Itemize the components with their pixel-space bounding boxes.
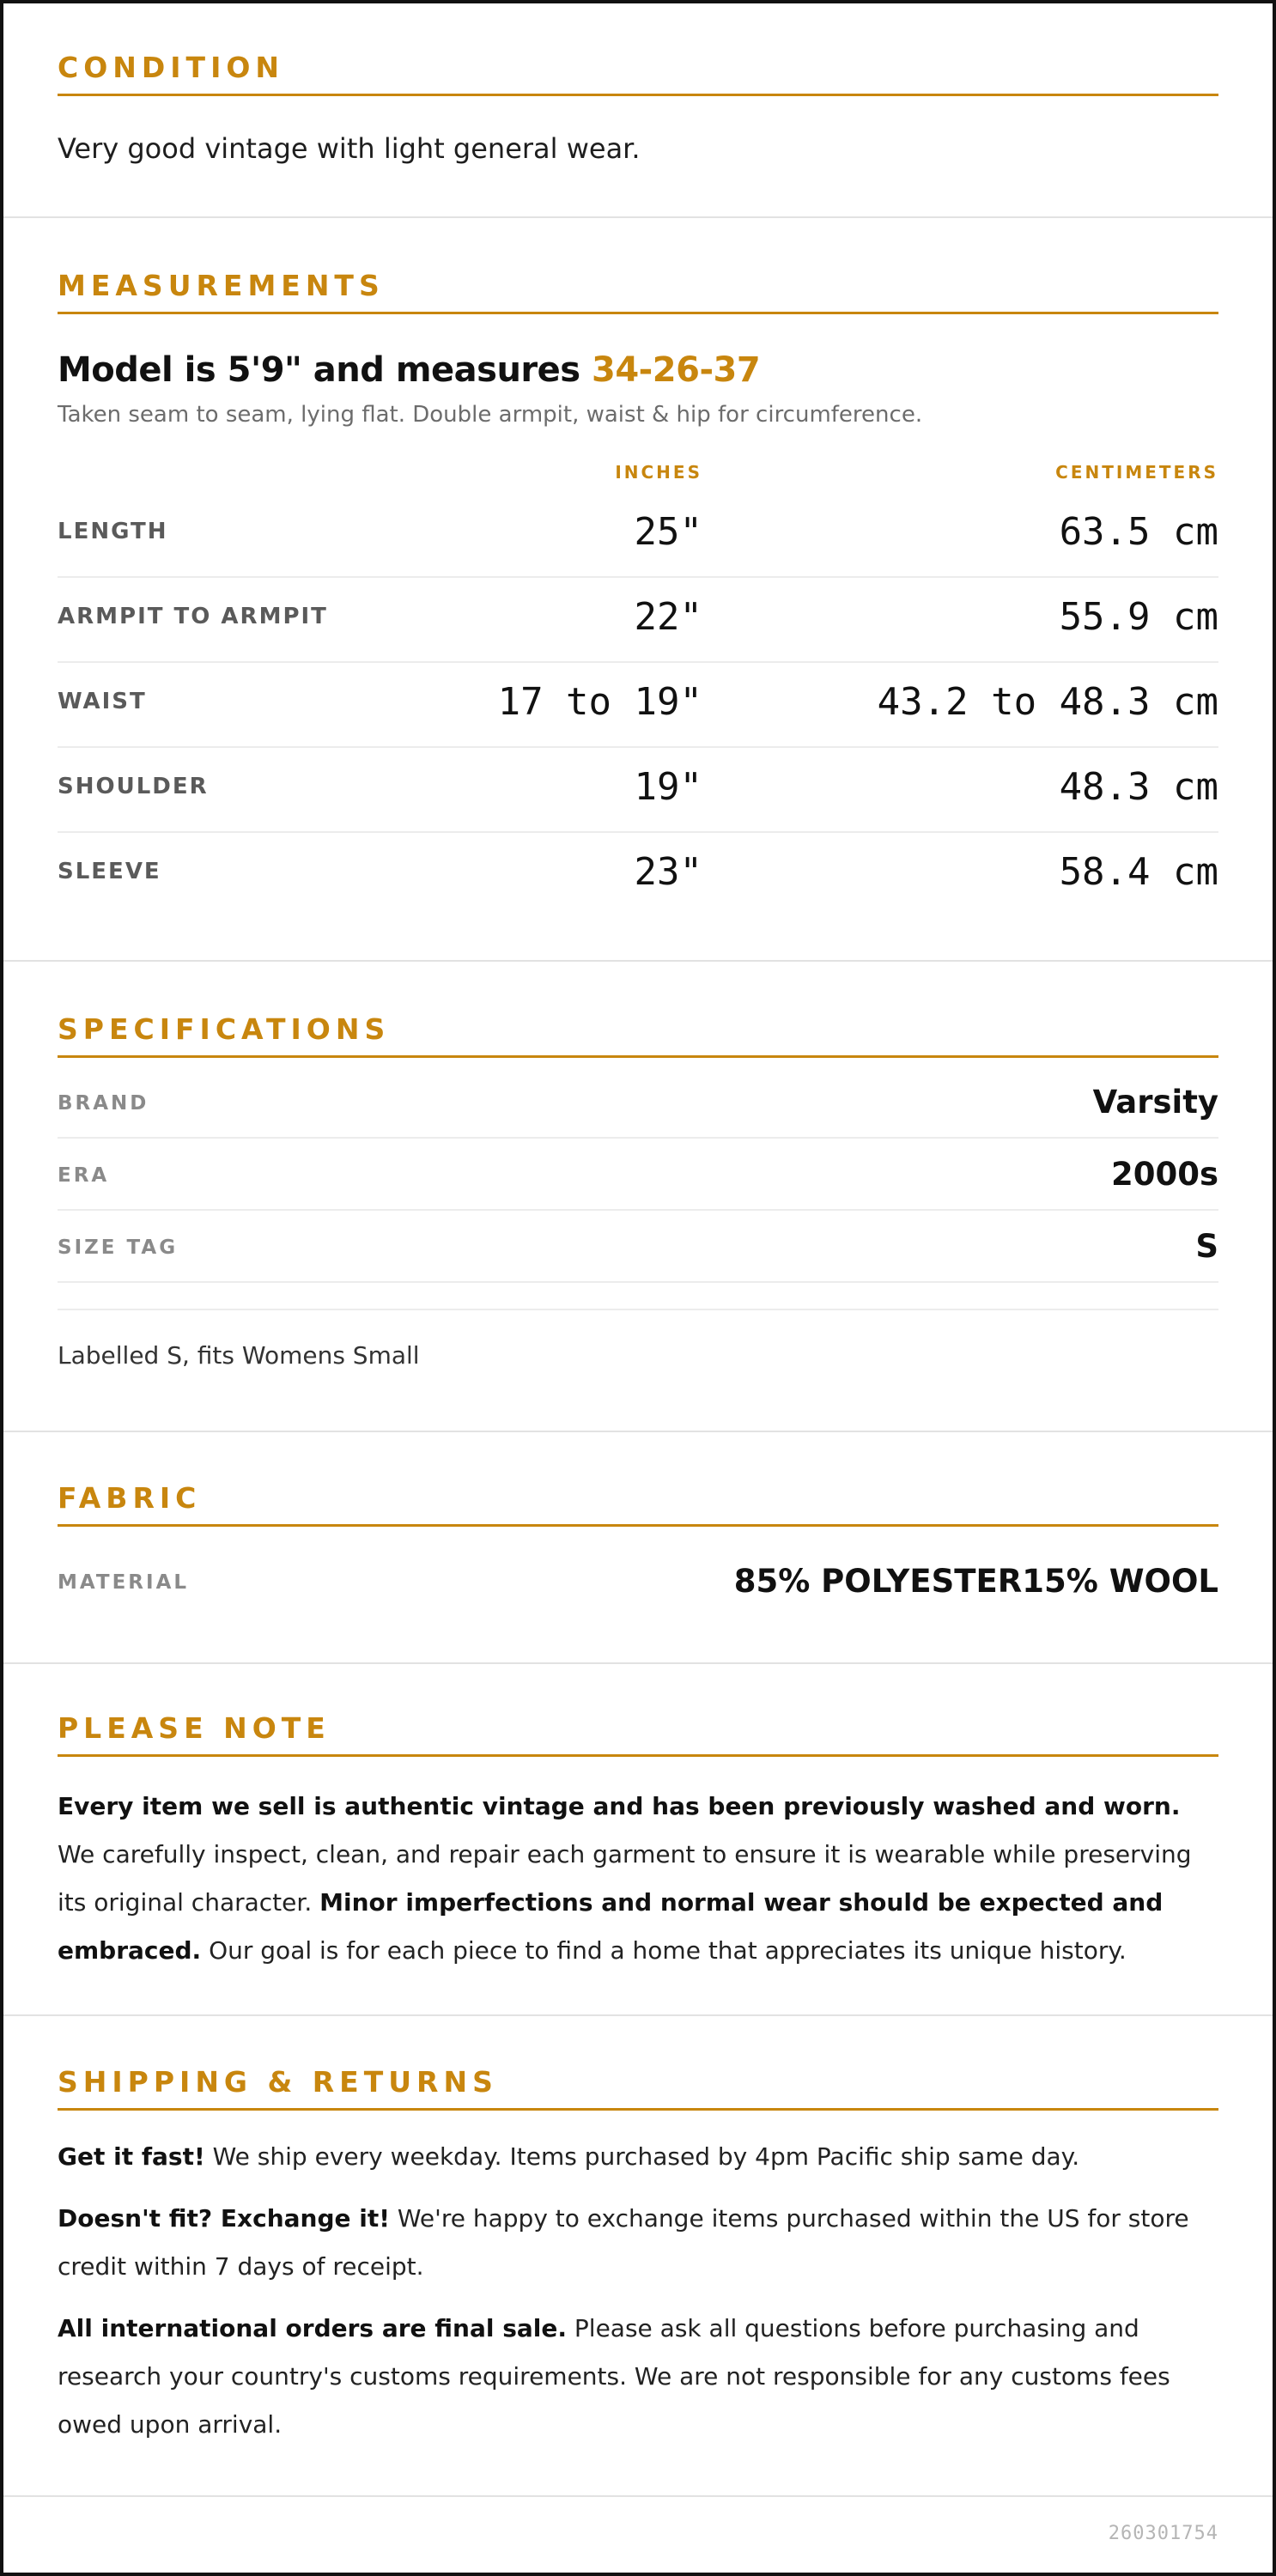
fabric-row-material	[58, 1537, 1218, 1623]
measurements-header	[58, 462, 1218, 488]
shipping-bold: All international orders are final sale.	[58, 2314, 568, 2342]
shipping-paragraph-international	[58, 2305, 1218, 2449]
measurements-section	[3, 218, 1273, 962]
model-info	[58, 350, 1218, 390]
measurements-table	[58, 493, 1218, 916]
shipping-section	[3, 2016, 1273, 2497]
column-centimeters: CENTIMETERS	[1055, 462, 1218, 483]
spec-row-size-tag	[58, 1211, 1218, 1283]
measurements-subtitle: Taken seam to seam, lying flat. Double armpit, waist & hip for circumference.	[58, 402, 923, 428]
measurement-inches: 17 to 19"	[497, 680, 702, 724]
measurement-label: SHOULDER	[58, 774, 209, 799]
model-prefix: Model is 5'9" and measures	[58, 350, 592, 390]
please-note-title: PLEASE NOTE	[58, 1714, 1218, 1757]
size-note: Labelled S, fits Womens Small	[58, 1309, 1218, 1370]
fabric-title: FABRIC	[58, 1484, 1218, 1527]
measurement-inches: 22"	[634, 595, 702, 639]
measurement-label: WAIST	[58, 689, 147, 714]
condition-title: CONDITION	[58, 53, 1218, 96]
condition-section	[3, 3, 1273, 218]
shipping-paragraph-exchange	[58, 2195, 1218, 2291]
shipping-text: We're happy to exchange items purchased within the US for store credit within 7 days of receipt.	[58, 2204, 1189, 2281]
measurement-label: SLEEVE	[58, 859, 161, 884]
measurement-row-shoulder	[58, 748, 1218, 833]
spec-label: BRAND	[58, 1092, 149, 1115]
shipping-bold: Get it fast!	[58, 2142, 205, 2171]
measurement-row-length	[58, 493, 1218, 578]
note-text-2: Our goal is for each piece to find a home that appreciates its unique history.	[201, 1936, 1127, 1965]
spec-value: S	[1195, 1228, 1218, 1265]
measurement-row-sleeve	[58, 833, 1218, 916]
note-bold-1: Every item we sell is authentic vintage and has been previously washed and worn.	[58, 1792, 1181, 1820]
spec-label: SIZE TAG	[58, 1236, 179, 1259]
measurement-inches: 23"	[634, 850, 702, 894]
footer	[3, 2497, 1273, 2573]
measurement-row-waist	[58, 663, 1218, 748]
shipping-paragraph-fast	[58, 2133, 1218, 2181]
spec-label: ERA	[58, 1164, 110, 1187]
column-inches: INCHES	[615, 462, 702, 483]
sku-number: 260301754	[1108, 2523, 1218, 2544]
measurement-inches: 19"	[634, 765, 702, 809]
specifications-title: SPECIFICATIONS	[58, 1015, 1218, 1058]
specifications-section	[3, 962, 1273, 1432]
measurement-cm: 43.2 to 48.3 cm	[877, 680, 1218, 724]
fabric-label: MATERIAL	[58, 1571, 190, 1594]
measurement-cm: 58.4 cm	[1059, 850, 1218, 894]
measurement-label: LENGTH	[58, 519, 168, 544]
measurement-cm: 55.9 cm	[1059, 595, 1218, 639]
specifications-table	[58, 1066, 1218, 1283]
fabric-value: 85% POLYESTER15% WOOL	[733, 1563, 1218, 1600]
measurement-label: ARMPIT TO ARMPIT	[58, 604, 328, 629]
note-bold-2: Minor imperfections and normal wear should be expected and embraced.	[58, 1888, 1164, 1965]
spec-value: 2000s	[1110, 1156, 1218, 1193]
measurements-title: MEASUREMENTS	[58, 271, 1218, 314]
condition-text: Very good vintage with light general wear.	[58, 132, 641, 165]
please-note-section	[3, 1664, 1273, 2016]
measurement-cm: 48.3 cm	[1059, 765, 1218, 809]
measurement-row-armpit	[58, 578, 1218, 663]
shipping-title: SHIPPING & RETURNS	[58, 2068, 1218, 2111]
spec-row-brand	[58, 1066, 1218, 1139]
spec-row-era	[58, 1139, 1218, 1211]
note-text-1: We carefully inspect, clean, and repair each garment to ensure it is wearable while preserving its original character.	[58, 1840, 1192, 1917]
please-note-body	[58, 1783, 1218, 1975]
shipping-text: Please ask all questions before purchasing and research your country's customs requirements. We are not responsible for any customs fees owed upon arrival.	[58, 2314, 1170, 2439]
shipping-bold: Doesn't fit? Exchange it!	[58, 2204, 390, 2233]
shipping-text: We ship every weekday. Items purchased by 4pm Pacific ship same day.	[204, 2142, 1080, 2171]
measurement-cm: 63.5 cm	[1059, 510, 1218, 554]
spec-value: Varsity	[1092, 1084, 1218, 1121]
model-measures: 34-26-37	[592, 350, 761, 390]
fabric-section	[3, 1432, 1273, 1664]
measurement-inches: 25"	[634, 510, 702, 554]
